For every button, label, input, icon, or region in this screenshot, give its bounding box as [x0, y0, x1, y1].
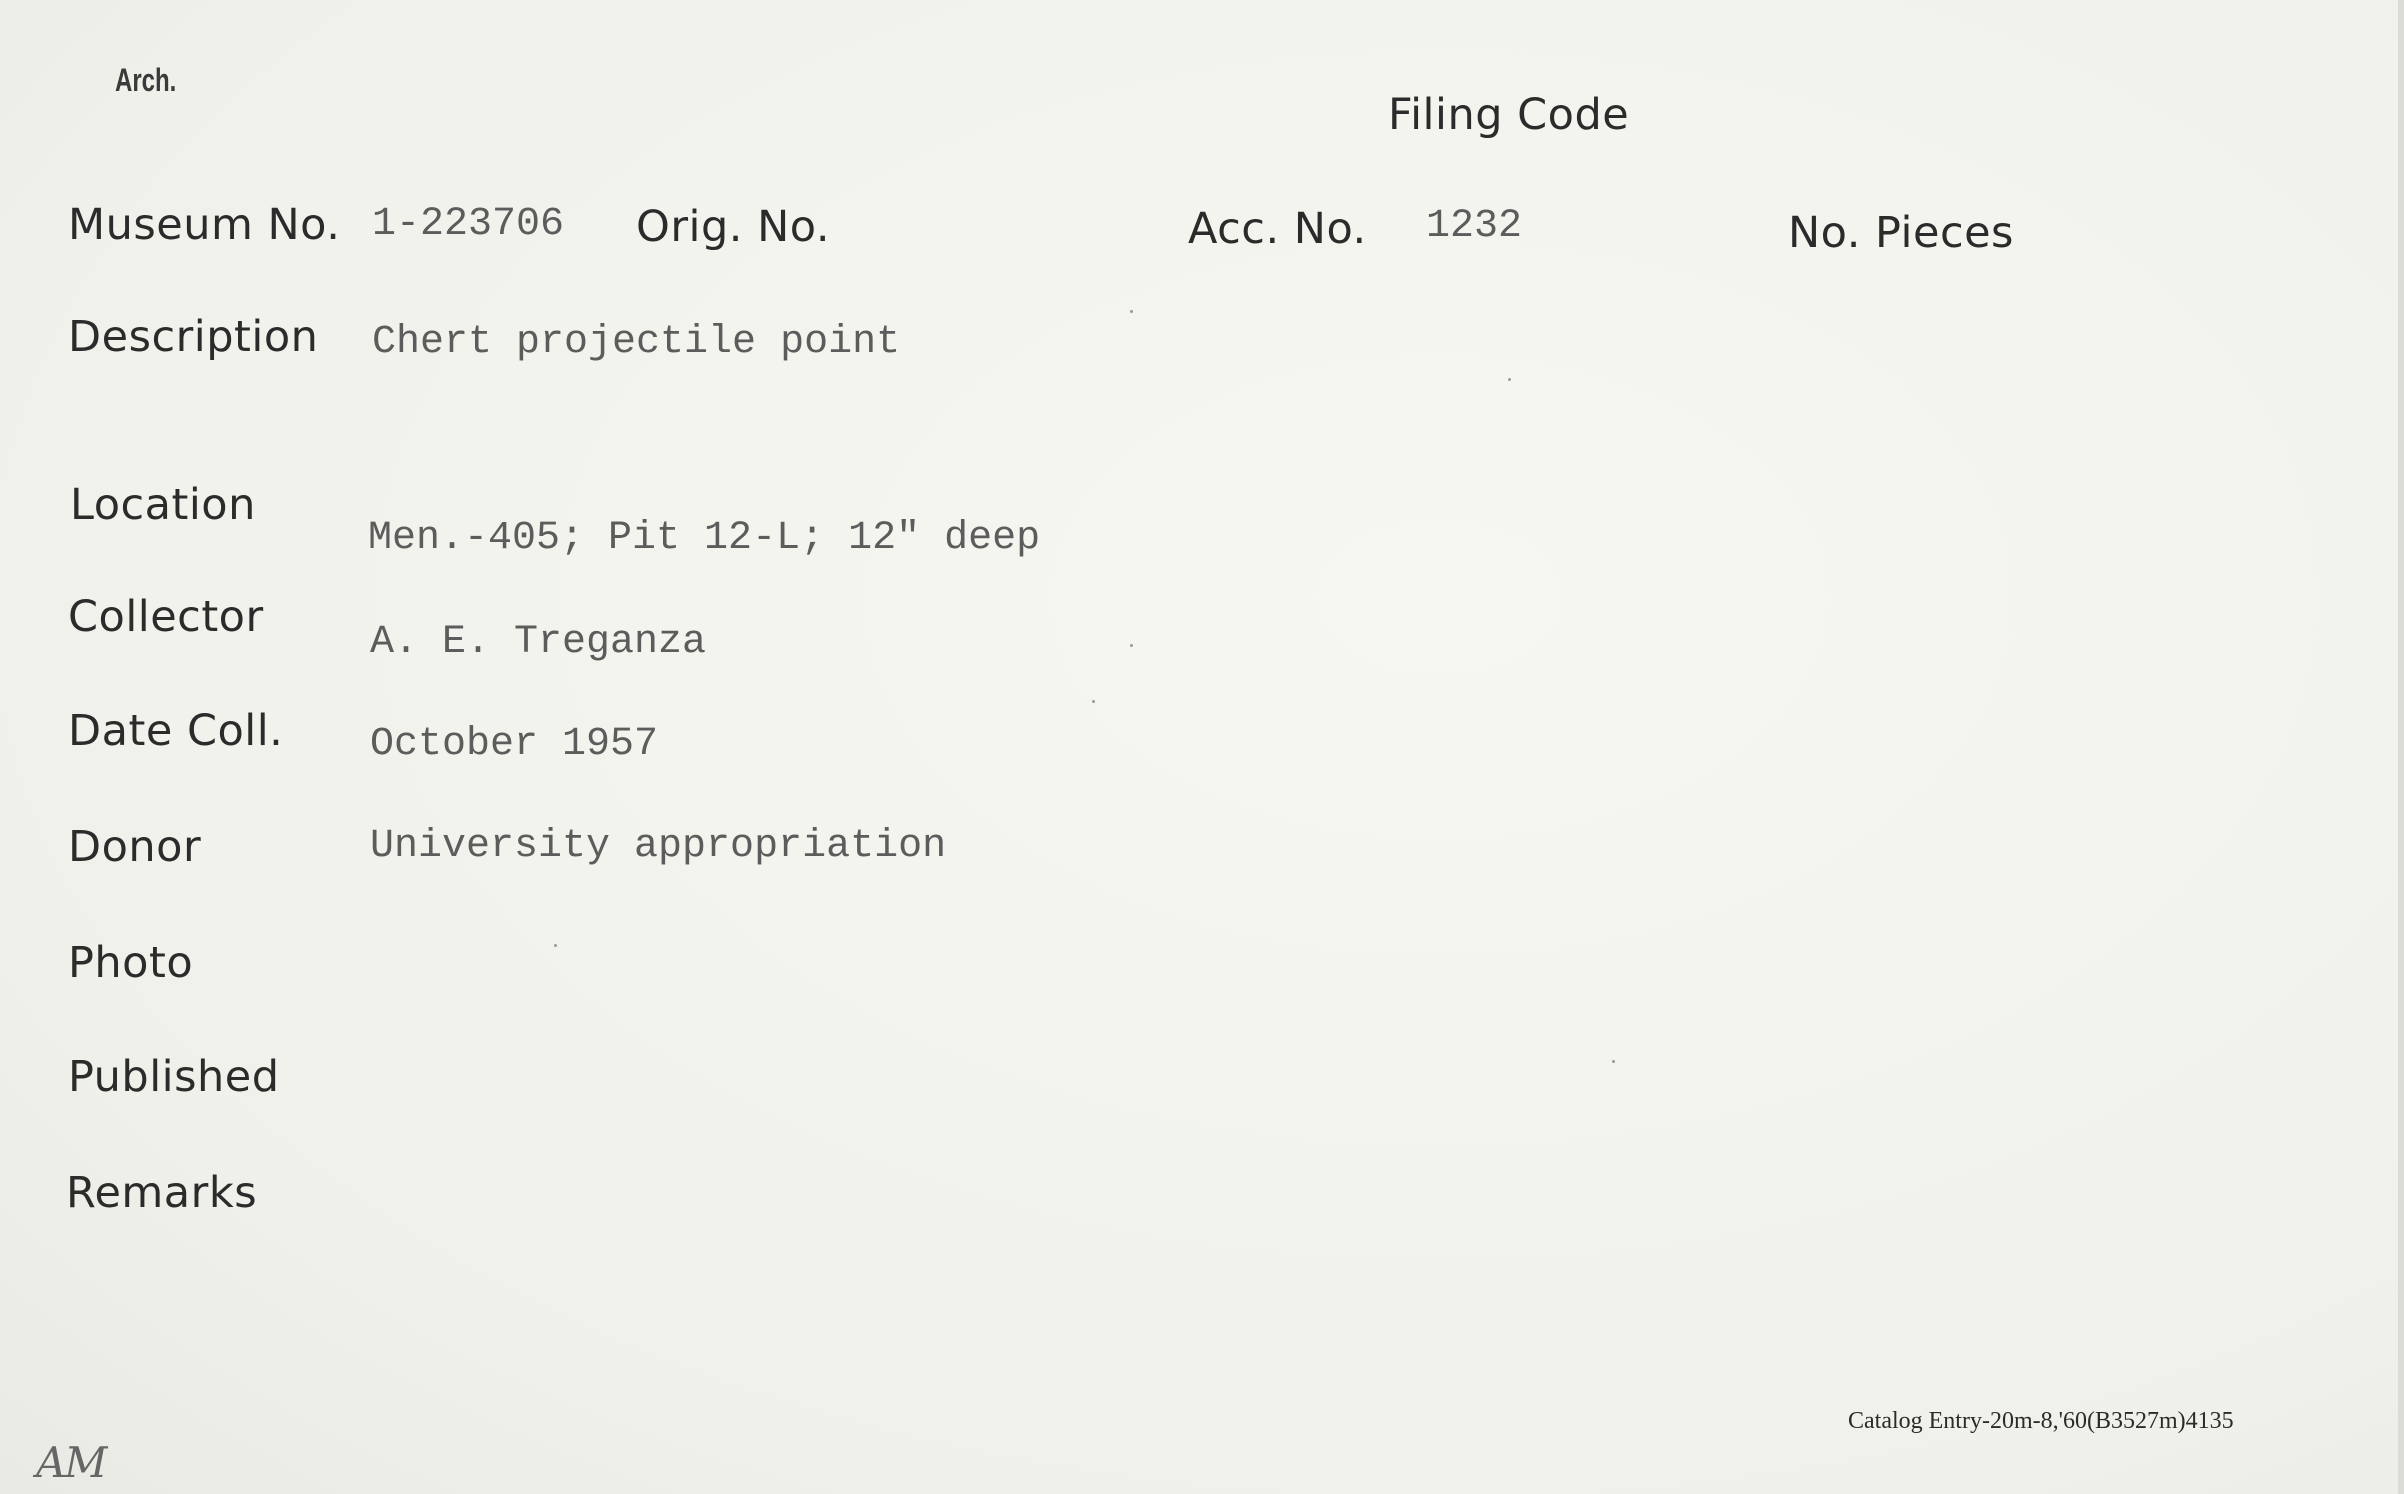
paper-speck [1092, 700, 1095, 703]
description-label: Description [68, 312, 319, 362]
paper-speck [1508, 378, 1511, 381]
paper-speck [1130, 644, 1133, 647]
collector-value: A. E. Treganza [370, 620, 707, 665]
remarks-label: Remarks [66, 1168, 258, 1218]
catalog-print-line: Catalog Entry-20m-8,'60(B3527m)4135 [1848, 1408, 2234, 1434]
paper-speck [1130, 310, 1133, 313]
acc-no-value: 1232 [1426, 204, 1523, 249]
donor-value: University appropriation [370, 824, 947, 869]
no-pieces-label: No. Pieces [1788, 208, 2014, 258]
location-value: Men.-405; Pit 12-L; 12" deep [368, 516, 1041, 561]
donor-label: Donor [68, 822, 202, 872]
published-label: Published [68, 1052, 280, 1102]
orig-no-label: Orig. No. [636, 202, 830, 252]
handwritten-initials: AM [36, 1438, 106, 1487]
description-value: Chert projectile point [372, 320, 901, 365]
date-coll-label: Date Coll. [68, 706, 284, 756]
location-label: Location [70, 480, 256, 530]
acc-no-label: Acc. No. [1188, 204, 1367, 254]
museum-no-value: 1-223706 [372, 202, 565, 247]
date-coll-value: October 1957 [370, 722, 659, 767]
collector-label: Collector [68, 592, 264, 642]
paper-speck [554, 944, 557, 947]
filing-code-label: Filing Code [1388, 90, 1630, 140]
paper-speck [1612, 1060, 1615, 1063]
photo-label: Photo [68, 938, 194, 988]
museum-no-label: Museum No. [68, 200, 341, 250]
department-mark: Arch. [115, 62, 177, 98]
